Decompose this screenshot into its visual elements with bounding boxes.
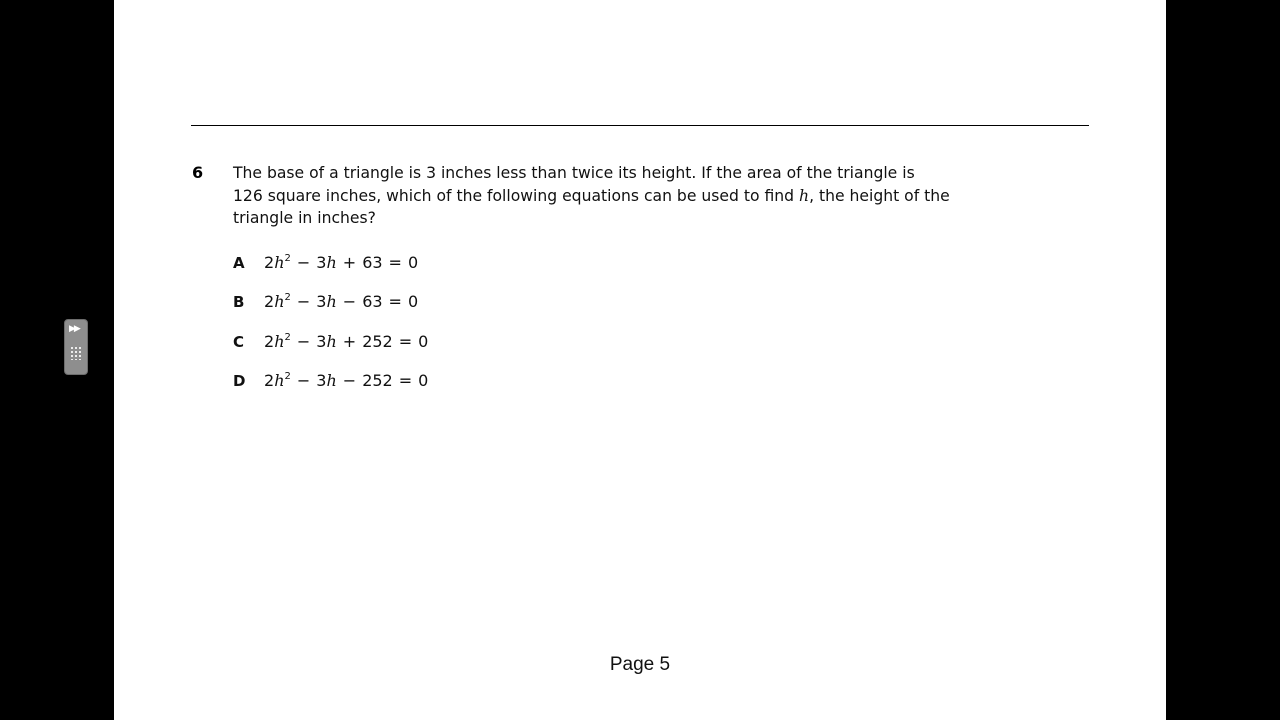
choice-equation: $2h^2 - 3h + 252 = 0$ [264, 332, 429, 351]
grip-dots-icon [70, 346, 83, 360]
header-divider [191, 125, 1089, 126]
question-line-1: The base of a triangle is 3 inches less than twice its height. If the area of the triangle is [233, 164, 915, 182]
variable-h: h [799, 186, 810, 205]
choice-c[interactable] [233, 332, 428, 356]
choice-letter: C [233, 333, 245, 351]
choice-letter: D [233, 372, 246, 390]
choice-equation: $2h^2 - 3h + 63 = 0$ [264, 253, 419, 272]
side-panel-handle[interactable] [64, 319, 88, 375]
question-line-3: triangle in inches? [233, 209, 376, 227]
choice-b[interactable] [233, 292, 418, 316]
choice-a[interactable] [233, 253, 418, 277]
choice-equation: $2h^2 - 3h - 252 = 0$ [264, 371, 429, 390]
choice-d[interactable] [233, 371, 428, 395]
choice-letter: B [233, 293, 245, 311]
fast-forward-icon: ▶▶ [69, 324, 79, 334]
page-number: Page 5 [609, 654, 671, 675]
question-number: 6 [192, 163, 204, 182]
choice-letter: A [233, 254, 245, 272]
question-text [233, 162, 1053, 230]
choice-equation: $2h^2 - 3h - 63 = 0$ [264, 292, 419, 311]
document-page [114, 0, 1166, 720]
question-line-2: 126 square inches, which of the following equations can be used to find h, the height of the [233, 186, 950, 205]
